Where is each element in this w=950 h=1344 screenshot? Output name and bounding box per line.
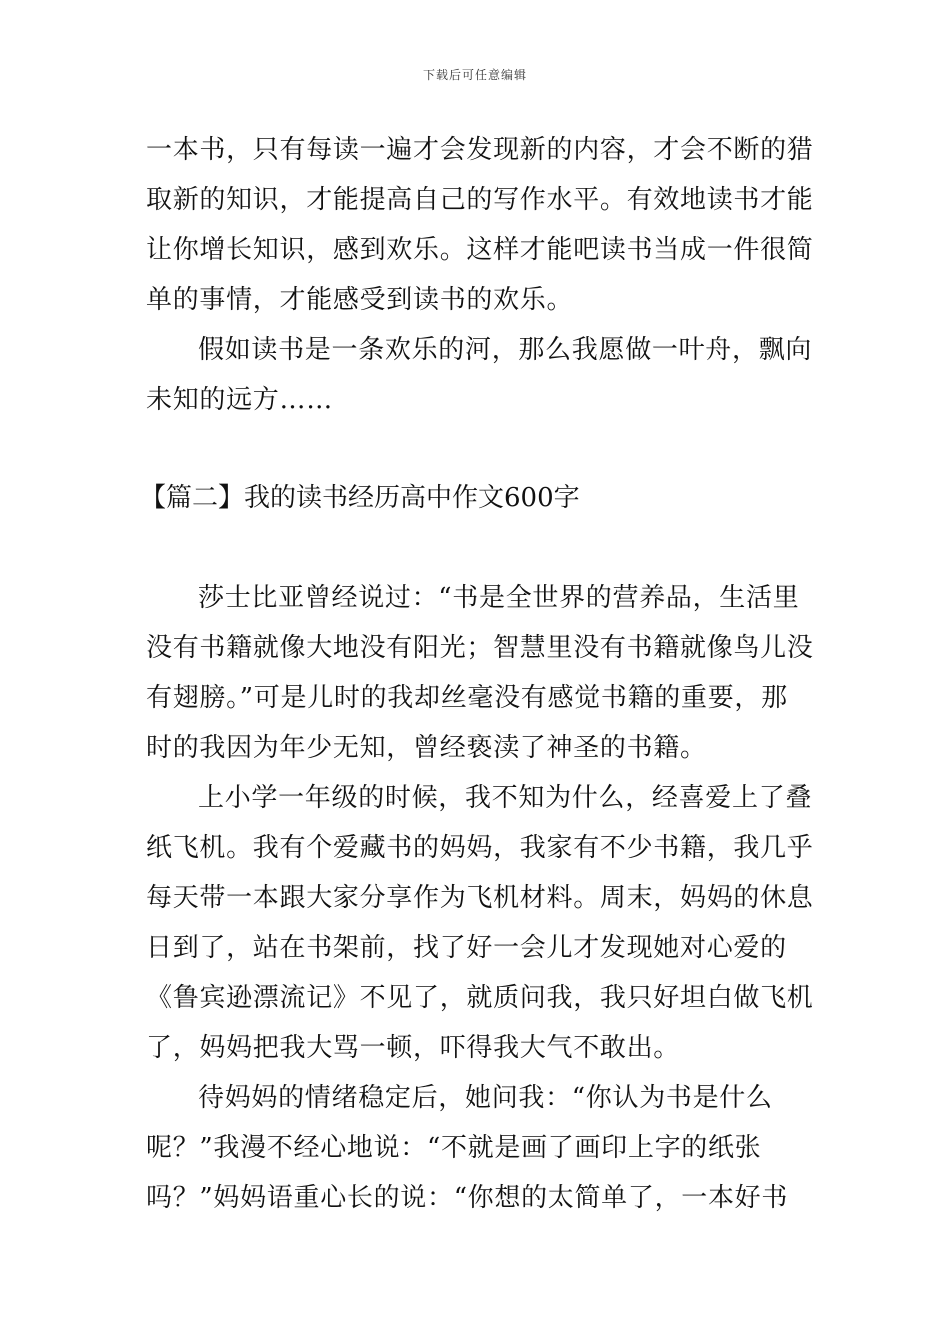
- section-title: 【篇二】我的读书经历高中作文600字: [140, 483, 580, 513]
- text-line: 《鲁宾逊漂流记》不见了，就质问我，我只好坦白做飞机: [146, 983, 814, 1013]
- text-line: 莎士比亚曾经说过：“书是全世界的营养品，生活里: [198, 583, 800, 613]
- text-line: 吗？”妈妈语重心长的说：“你想的太简单了，一本好书: [146, 1183, 789, 1213]
- text-line: 取新的知识，才能提高自己的写作水平。有效地读书才能: [146, 185, 814, 215]
- text-line: 有翅膀。”可是儿时的我却丝毫没有感觉书籍的重要，那: [146, 683, 788, 713]
- text-line: 一本书，只有每读一遍才会发现新的内容，才会不断的猎: [146, 135, 814, 165]
- text-line: 假如读书是一条欢乐的河，那么我愿做一叶舟，飘向: [198, 335, 813, 365]
- text-line: 单的事情，才能感受到读书的欢乐。: [146, 285, 574, 315]
- text-line: 日到了，站在书架前，找了好一会儿才发现她对心爱的: [146, 933, 787, 963]
- text-line: 没有书籍就像大地没有阳光；智慧里没有书籍就像鸟儿没: [146, 633, 814, 663]
- text-line: 纸飞机。我有个爱藏书的妈妈，我家有不少书籍，我几乎: [146, 833, 814, 863]
- text-line: 让你增长知识，感到欢乐。这样才能吧读书当成一件很简: [146, 235, 814, 265]
- text-line: 呢？”我漫不经心地说：“不就是画了画印上字的纸张: [146, 1133, 762, 1163]
- text-line: 上小学一年级的时候，我不知为什么，经喜爱上了叠: [198, 783, 813, 813]
- text-line: 时的我因为年少无知，曾经亵渎了神圣的书籍。: [146, 733, 707, 763]
- page-header: 下载后可任意编辑: [422, 68, 527, 82]
- text-line: 待妈妈的情绪稳定后，她问我：“你认为书是什么: [198, 1083, 773, 1113]
- text-line: 了，妈妈把我大骂一顿，吓得我大气不敢出。: [146, 1033, 681, 1063]
- text-line: 每天带一本跟大家分享作为飞机材料。周末，妈妈的休息: [146, 883, 814, 913]
- text-line: 未知的远方……: [146, 385, 333, 415]
